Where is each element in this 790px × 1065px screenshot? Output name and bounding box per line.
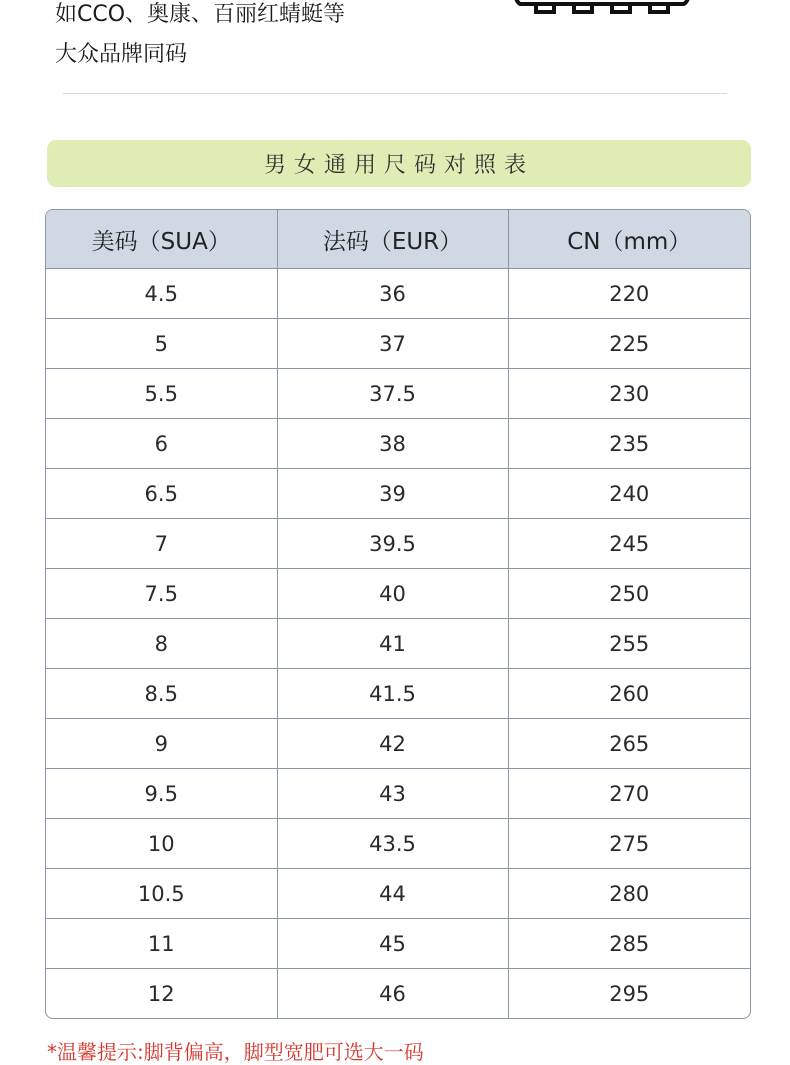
table-row	[46, 269, 750, 319]
cn-size-cell: 260	[508, 669, 750, 719]
header-us-size: 美码（SUA）	[46, 210, 277, 269]
eur-size-cell: 39	[277, 469, 508, 519]
us-size-cell: 7.5	[46, 569, 277, 619]
shoe-sole-icon	[512, 0, 690, 18]
cn-size-cell: 275	[508, 819, 750, 869]
table-row	[46, 519, 750, 569]
us-size-cell: 4.5	[46, 269, 277, 319]
table-row	[46, 719, 750, 769]
size-chart-title-banner	[47, 140, 751, 187]
eur-size-cell: 37	[277, 319, 508, 369]
us-size-cell: 9	[46, 719, 277, 769]
eur-size-cell: 43.5	[277, 819, 508, 869]
us-size-cell: 5.5	[46, 369, 277, 419]
eur-size-cell: 37.5	[277, 369, 508, 419]
cn-size-cell: 265	[508, 719, 750, 769]
eur-size-cell: 40	[277, 569, 508, 619]
us-size-cell: 7	[46, 519, 277, 569]
table-row	[46, 669, 750, 719]
cn-size-cell: 295	[609, 981, 650, 1006]
eur-size-cell: 43	[277, 769, 508, 819]
table-row	[46, 619, 750, 669]
cn-size-cell: 230	[508, 369, 750, 419]
eur-size-cell: 41.5	[277, 669, 508, 719]
header-eur-size: 法码（EUR）	[277, 210, 508, 269]
brand-intro-line1: 如CCO、奥康、百丽红蜻蜓等	[55, 2, 346, 27]
us-size-cell: 8	[46, 619, 277, 669]
table-header-row	[46, 210, 750, 269]
table-row	[46, 319, 750, 369]
eur-size-cell: 42	[277, 719, 508, 769]
brand-intro-line2: 大众品牌同码	[55, 42, 188, 67]
eur-size-cell: 39.5	[277, 519, 508, 569]
eur-size-cell: 46	[277, 969, 508, 1019]
us-size-cell: 10.5	[46, 869, 277, 919]
cn-size-cell: 285	[508, 919, 750, 969]
cn-size-cell: 240	[508, 469, 750, 519]
size-conversion-table	[45, 209, 751, 1019]
eur-size-cell: 41	[277, 619, 508, 669]
cn-size-cell: 225	[508, 319, 750, 369]
us-size-cell: 12	[46, 969, 277, 1019]
table-row	[46, 419, 750, 469]
eur-size-cell: 44	[277, 869, 508, 919]
us-size-cell: 6	[46, 419, 277, 469]
section-divider	[63, 93, 727, 94]
table-row	[46, 969, 750, 1019]
table-row	[46, 369, 750, 419]
eur-size-cell: 38	[277, 419, 508, 469]
cn-size-cell: 255	[508, 619, 750, 669]
us-size-cell: 9.5	[46, 769, 277, 819]
us-size-cell: 11	[46, 919, 277, 969]
eur-size-cell: 36	[277, 269, 508, 319]
cn-size-cell: 220	[508, 269, 750, 319]
us-size-cell: 5	[46, 319, 277, 369]
us-size-cell: 10	[46, 819, 277, 869]
cn-size-cell: 245	[508, 519, 750, 569]
sizing-tip: *温馨提示:脚背偏高，脚型宽肥可选大一码	[47, 1040, 424, 1064]
us-size-cell: 6.5	[46, 469, 277, 519]
cn-size-cell: 280	[508, 869, 750, 919]
table-row	[46, 569, 750, 619]
header-cn-size: CN（mm）	[508, 210, 750, 269]
table-row	[46, 919, 750, 969]
cn-size-cell: 270	[508, 769, 750, 819]
table-row	[46, 769, 750, 819]
us-size-cell: 8.5	[46, 669, 277, 719]
table-row	[46, 819, 750, 869]
cn-size-cell: 235	[508, 419, 750, 469]
cn-size-cell: 250	[508, 569, 750, 619]
table-row	[46, 869, 750, 919]
size-chart-title: 男女通用尺码对照表	[263, 153, 534, 178]
table-row	[46, 469, 750, 519]
eur-size-cell: 45	[277, 919, 508, 969]
